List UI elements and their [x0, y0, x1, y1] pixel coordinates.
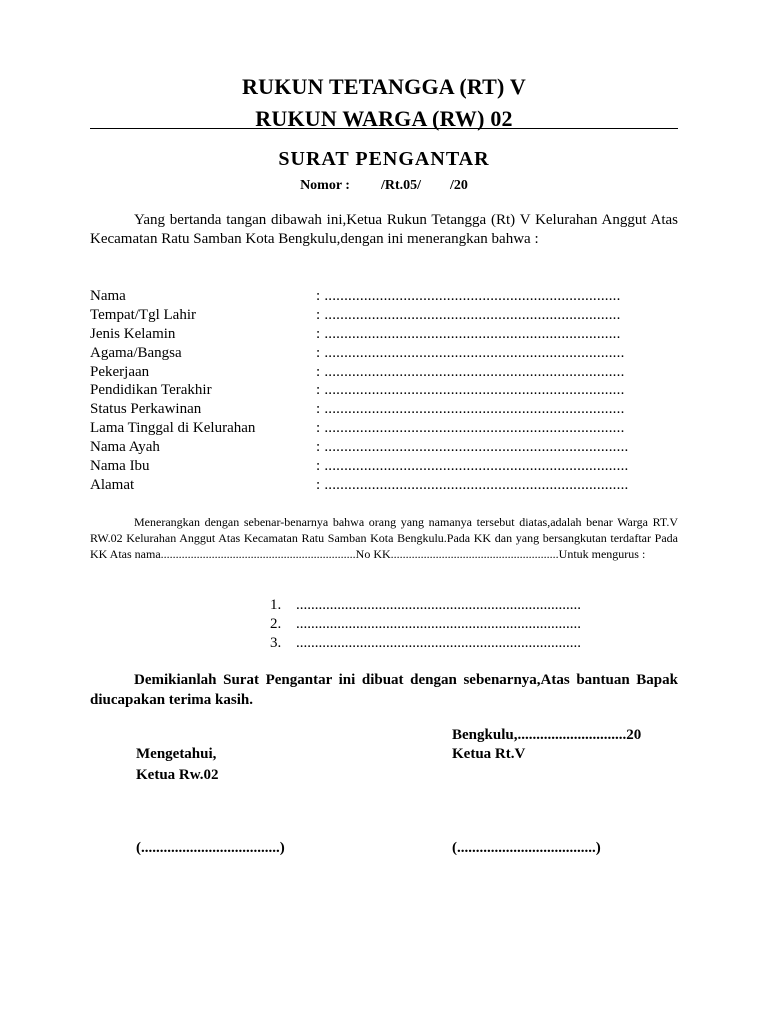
field-value: : ............................................................................ [316, 382, 625, 399]
list-text: ............................................................................ [296, 616, 581, 632]
field-label: Tempat/Tgl Lahir [90, 306, 196, 323]
nomor-part2: /20 [450, 178, 468, 193]
list-text: ............................................................................ [296, 635, 581, 651]
rw-chair-role: Ketua Rw.02 [136, 767, 219, 783]
list-text: ............................................................................ [296, 597, 581, 613]
field-nama [90, 287, 678, 306]
field-label: Agama/Bangsa [90, 344, 182, 361]
field-value: : ........................................................................... [316, 306, 621, 323]
intro-paragraph [90, 211, 678, 249]
field-label: Nama Ibu [90, 458, 150, 475]
statement-text: Menerangkan dengan sebenar-benarnya bahwa orang yang namanya tersebut diatas,adalah benar Warga RT.V RW.02 Kelurahan Anggut Atas Kecamatan Ratu Samban Kota Bengkulu.Pada KK dan yang bersangkutan terdaftar Pada KK Atas nama.................................................................No KK........................................................Untuk mengurus : [90, 515, 678, 561]
field-tempat-tgl-lahir [90, 306, 678, 325]
identity-fields [90, 287, 678, 495]
rw-signature-blank: (.....................................) [136, 840, 285, 856]
field-nama-ayah [90, 438, 678, 457]
field-label: Pekerjaan [90, 363, 150, 380]
field-label: Lama Tinggal di Kelurahan [90, 420, 256, 437]
header-line-rw: RUKUN WARGA (RW) 02 [255, 106, 513, 131]
header-line-rt: RUKUN TETANGGA (RT) V [242, 74, 526, 99]
place-date: Bengkulu,.............................20 [452, 727, 642, 743]
list-item [270, 634, 581, 653]
list-number: 2. [270, 616, 282, 632]
field-label: Pendidikan Terakhir [90, 382, 212, 399]
document-number [0, 178, 768, 194]
list-item [270, 596, 581, 615]
intro-text: Yang bertanda tangan dibawah ini,Ketua Rukun Tetangga (Rt) V Kelurahan Anggut Atas Kecamatan Ratu Samban Kota Bengkulu,dengan ini menerangkan bahwa : [90, 212, 678, 247]
field-value: : ............................................................................ [316, 344, 625, 361]
field-value: : ........................................................................... [316, 325, 621, 342]
field-label: Status Perkawinan [90, 401, 202, 418]
list-number: 3. [270, 635, 282, 651]
rt-chair-role: Ketua Rt.V [452, 746, 526, 762]
field-nama-ibu [90, 457, 678, 476]
list-number: 1. [270, 597, 282, 613]
field-value: : ............................................................................ [316, 363, 625, 380]
field-label: Nama [90, 288, 126, 304]
field-status-perkawinan [90, 400, 678, 419]
nomor-part1: /Rt.05/ [380, 178, 422, 193]
field-label: Nama Ayah [90, 439, 160, 456]
purpose-list [270, 596, 581, 653]
field-agama-bangsa [90, 344, 678, 363]
field-value: : ............................................................................. [316, 439, 629, 456]
closing-paragraph [90, 670, 678, 710]
field-label: Jenis Kelamin [90, 325, 176, 342]
field-pekerjaan [90, 363, 678, 382]
field-value: : ........................................................................... [316, 288, 621, 304]
document-title: SURAT PENGANTAR [278, 148, 490, 170]
field-pendidikan-terakhir [90, 381, 678, 400]
statement-paragraph [90, 514, 678, 562]
field-value: : ............................................................................ [316, 401, 625, 418]
field-value: : ............................................................................. [316, 458, 629, 475]
field-value: : ............................................................................. [316, 476, 629, 493]
nomor-label: Nomor : [300, 178, 350, 193]
header-divider [90, 128, 678, 129]
closing-text: Demikianlah Surat Pengantar ini dibuat dengan sebenarnya,Atas bantuan Bapak diucapakan terima kasih. [90, 672, 678, 708]
field-alamat [90, 476, 678, 495]
field-label: Alamat [90, 476, 135, 493]
acknowledge-label: Mengetahui, [136, 746, 217, 762]
field-jenis-kelamin [90, 325, 678, 344]
list-item [270, 615, 581, 634]
field-lama-tinggal [90, 419, 678, 438]
field-value: : ............................................................................ [316, 420, 625, 437]
rt-signature-blank: (.....................................) [452, 840, 601, 856]
